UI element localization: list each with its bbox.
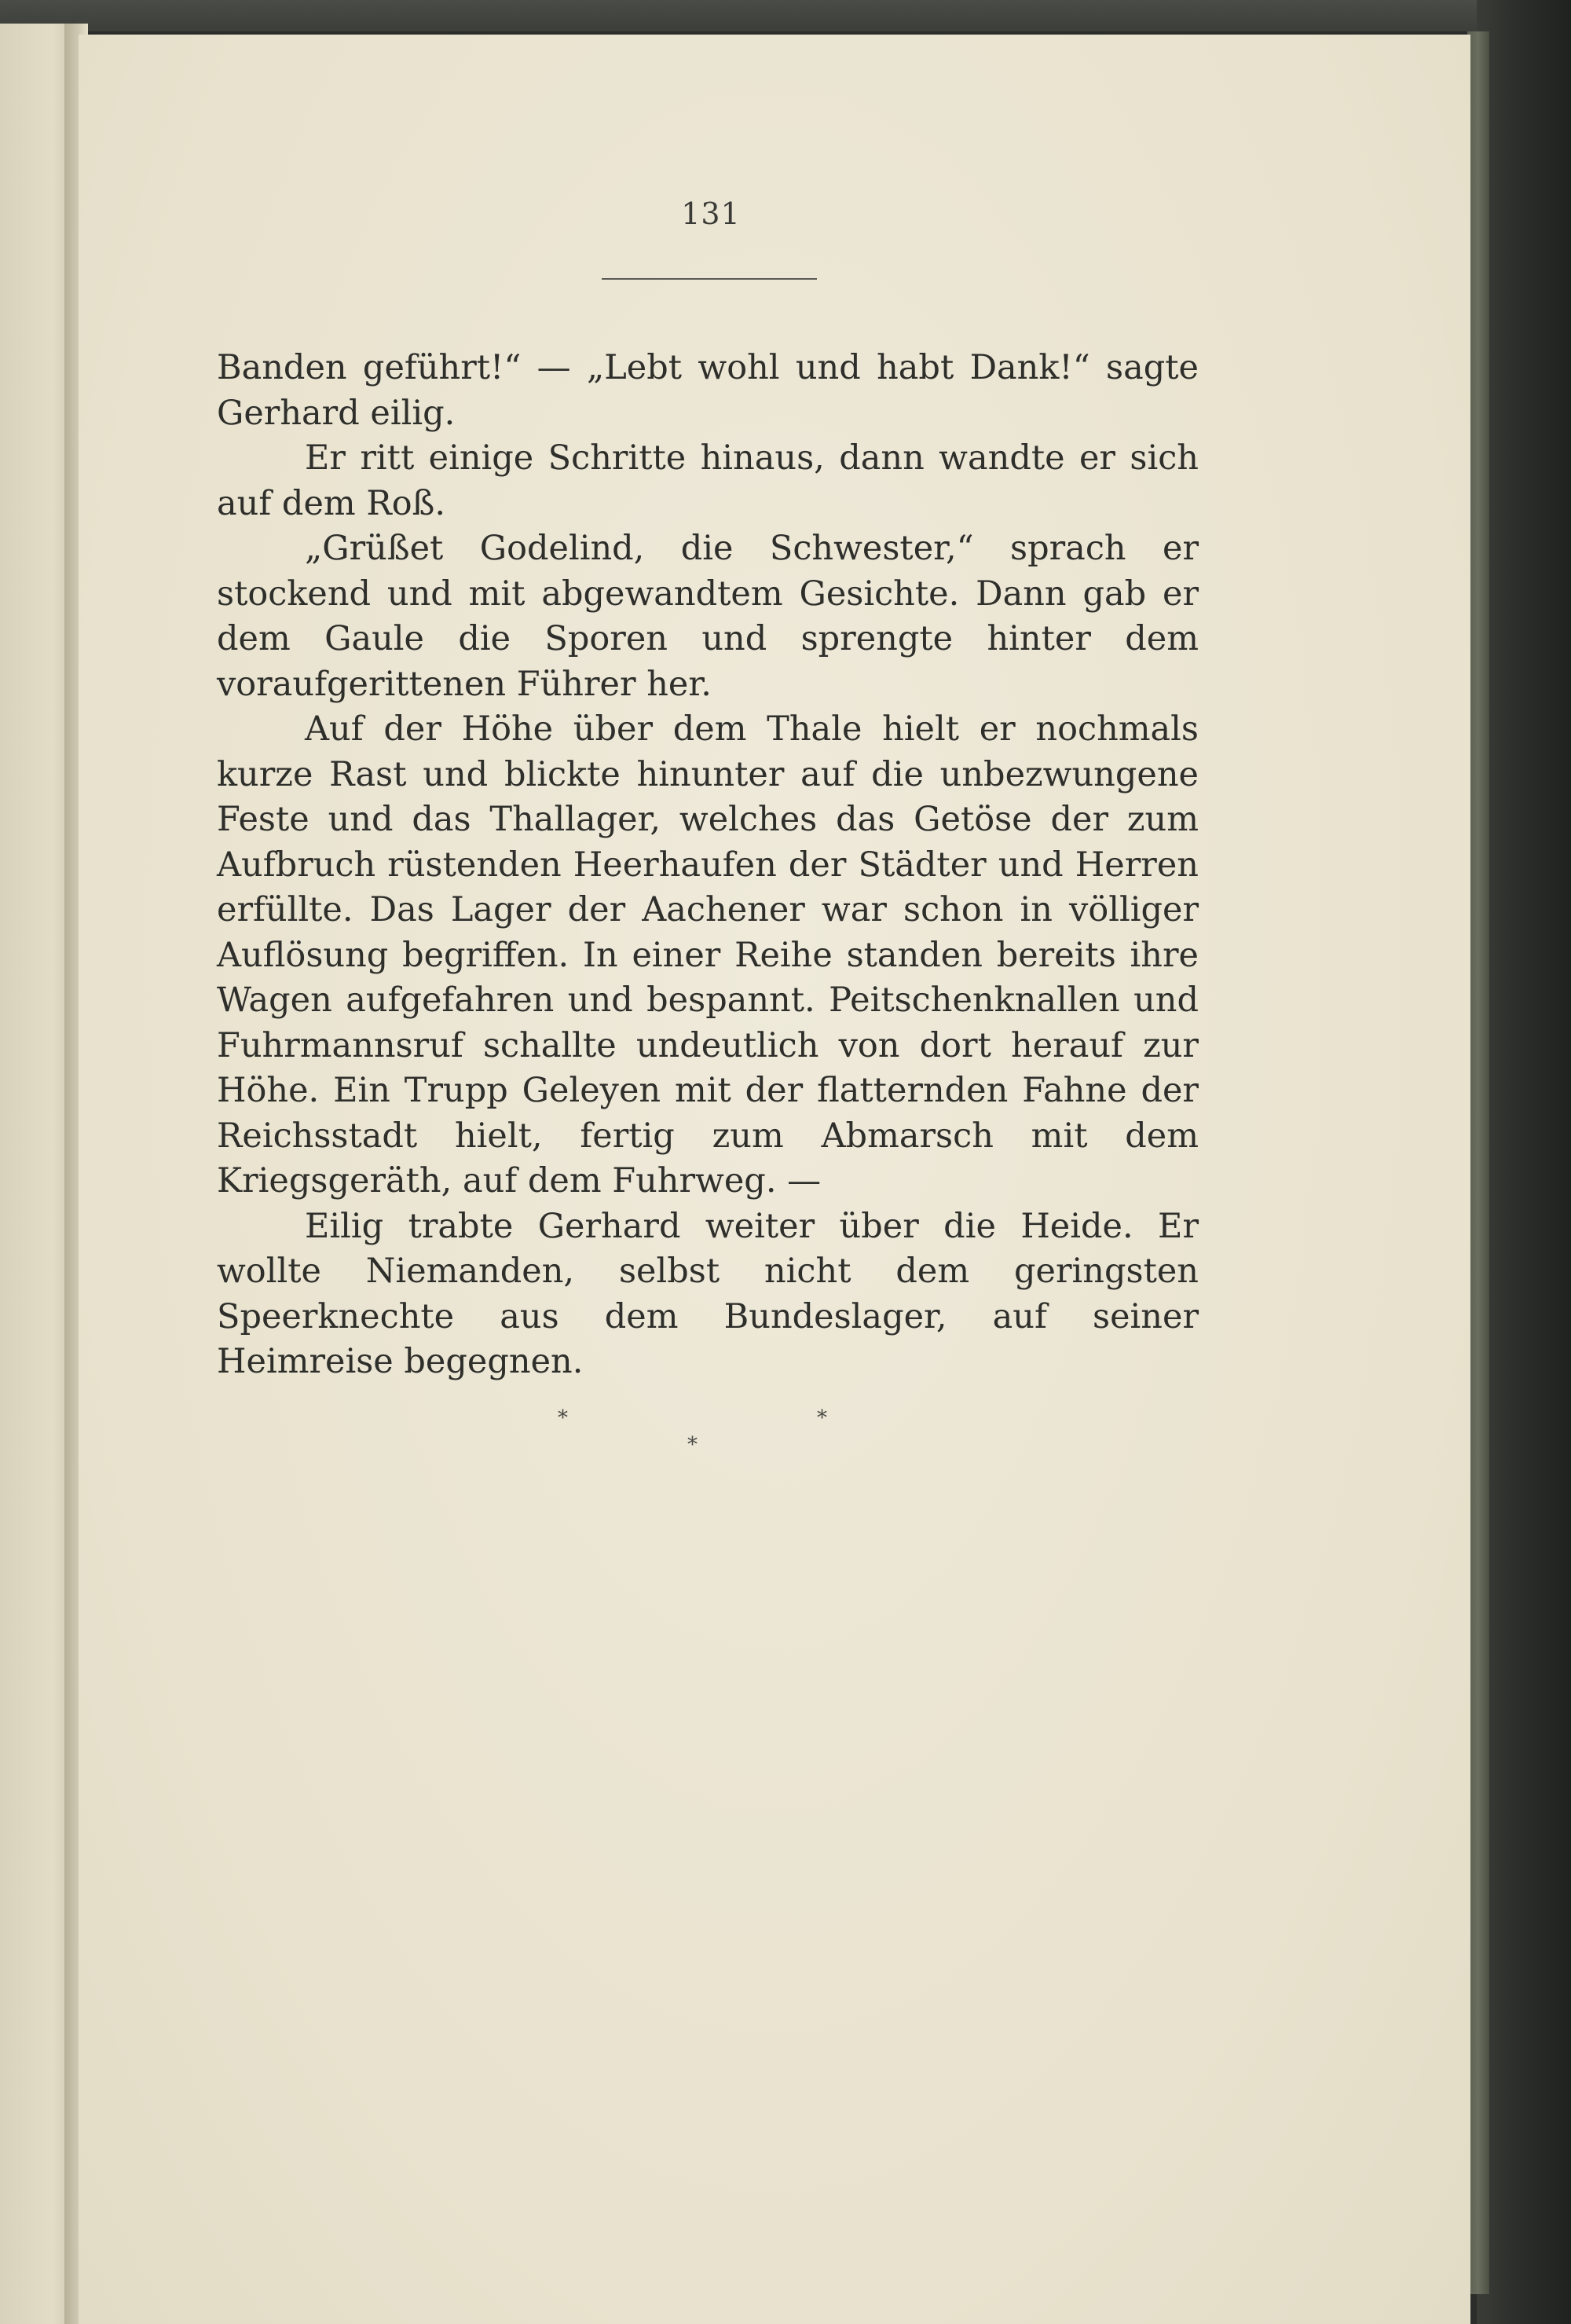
paragraph-3: „Grüßet Godelind, die Schwester,“ sprach er stockend und mit abgewandtem Gesichte. Dann gab er dem Gaule die Sporen und sprengte hinter dem voraufgerittenen Führer her. — [217, 529, 1199, 704]
page-number-rule — [602, 278, 817, 280]
paragraph-4: Auf der Höhe über dem Thale hielt er nochmals kurze Rast und blickte hinunter auf die unbezwungene Feste und das Thallager, welches das Getöse der zum Aufbruch rüstenden Heerhaufen der Städter und Herren erfüllte. Das Lager der Aachener war schon in völliger Auflösung begriffen. In einer Reihe standen bereits ihre Wagen aufgefahren und bespannt. Peitschenknallen und Fuhrmannsruf schallte undeutlich von dort herauf zur Höhe. Ein Trupp Geleyen mit der flatternden Fahne der Reichsstadt hielt, fertig zum Abmarsch mit dem Kriegsgeräth, auf dem Fuhrweg. — — [217, 709, 1199, 1200]
book-cover-edge — [1467, 31, 1489, 2294]
paragraph-1: Banden geführt!“ — „Lebt wohl und habt Dank!“ sagte Gerhard eilig. — [217, 348, 1199, 433]
scan-background-top — [0, 0, 1571, 31]
scan-background-right — [1477, 0, 1571, 2324]
asterisk-icon: * — [817, 1406, 827, 1430]
asterisk-icon: * — [687, 1433, 698, 1457]
asterisk-icon: * — [558, 1406, 568, 1430]
paragraph-5: Eilig trabte Gerhard weiter über die Heide. Er wollte Niemanden, selbst nicht dem geringsten Speerknechte aus dem Bundeslager, auf seiner Heimreise begegnen. — [217, 1206, 1199, 1381]
section-separator — [542, 1406, 856, 1485]
body-text — [217, 346, 1199, 1385]
adjacent-page-edge — [0, 24, 75, 2324]
page-number: 131 — [681, 196, 741, 231]
paragraph-2: Er ritt einige Schritte hinaus, dann wandte er sich auf dem Roß. — [217, 438, 1199, 523]
